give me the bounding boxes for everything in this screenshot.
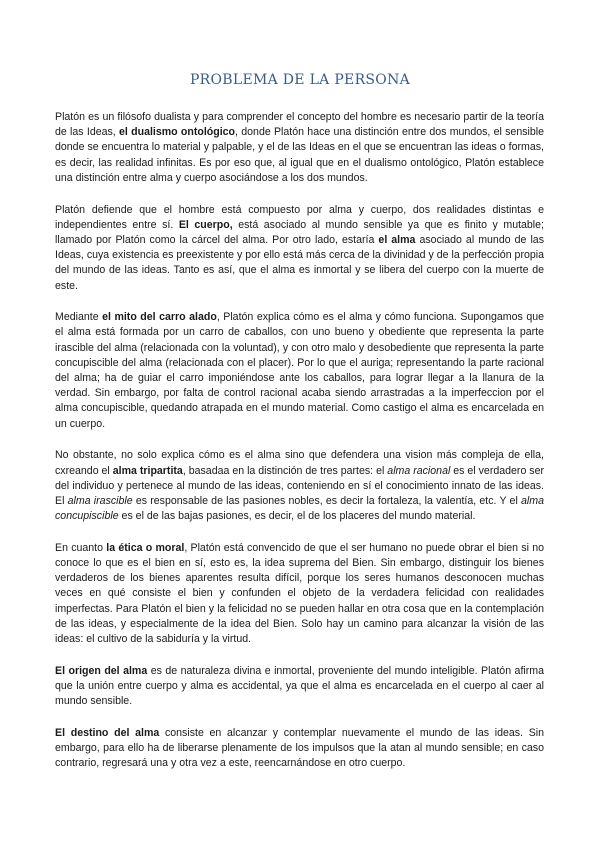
page-title: PROBLEMA DE LA PERSONA (189, 72, 411, 88)
text-span: No obstante, no solo explica cómo es el alma sino que defendera una vision más compleja de ella, cxreando el (55, 449, 544, 477)
text-span: En cuanto (55, 541, 107, 554)
text-span: Mediante (55, 311, 103, 324)
text-span: , basadaa en la distinción de tres partes: el (182, 464, 388, 477)
text-span: asociado al mundo de las Ideas, cuya existencia es preexistente y por ello está más cerca de la divinidad y de la perfección propia del mundo de las ideas. Tanto es así, que el alma es inmortal y se libera del cuerpo con la muerte de este. (55, 233, 544, 292)
paragraph-origen (55, 664, 544, 710)
document-body (55, 110, 544, 788)
text-span: es de naturaleza divina e inmortal, proveniente del mundo inteligible. Platón afirma que la unión entre cuerpo y alma es accidental, ya que el alma es encarcelada en el cuerpo al caer al mundo sensible. (55, 664, 544, 708)
paragraph-destino (55, 726, 544, 772)
bold-term-alma: el alma (378, 233, 416, 246)
paragraph-carro-alado (55, 310, 544, 432)
text-span: es responsable de las pasiones nobles, es decir la fortaleza, la valentía, etc. Y el (132, 494, 522, 507)
text-span: , Platón está convencido de que el ser humano no puede obrar el bien si no conoce lo que es el bien en sí, esto es, la idea suprema del Bien. Sin embargo, distinguir los bienes verdaderos de los bienes aparentes resulta difícil, porque los seres humanos desconocen muchas veces en qué consiste el bien y confunden el objeto de la verdadera felicidad con realidades imperfectas. Para Platón el bien y la felicidad no se pueden hallar en otra cosa que en la contemplación de las ideas, y especialmente de la idea del Bien. Solo hay un camino para alcanzar la visión de las ideas: el cultivo de la sabiduría y la virtud. (55, 541, 544, 646)
text-span: Platón es un filósofo dualista y para comprender el concepto del hombre es necesario partir de la teoría de las Ideas, (55, 111, 544, 139)
text-span: es el de las bajas pasiones, es decir, el de los placeres del mundo material. (118, 510, 476, 523)
bold-term-cuerpo: El cuerpo, (178, 218, 233, 231)
text-span: , Platón explica cómo es el alma y cómo funciona. Supongamos que el alma está formada por un carro de caballos, con uno bueno y obediente que representa la parte irascible del alma (relacionada con la voluntad), y con otro malo y desobediente que representa la parte concupiscible del alma (relacionada con el placer). Por lo que el auriga; representando la parte racional del alma; ha de guiar el carro imponiéndose ante los caballos, para lograr llegar a la llanura de la verdad. Sin embargo, por falta de control racional acaba siendo arrastradas a la imperfeccion por el alma concupiscible, quedando atrapada en el mundo material. Como castigo el alma es encarcelada en un cuerpo. (55, 311, 544, 430)
italic-term-alma-concupiscible: alma concupiscible (55, 494, 544, 523)
bold-term-dualismo: el dualismo ontológico (119, 126, 236, 139)
text-span: consiste en alcanzar y contemplar nuevamente el mundo de las ideas. Sin embargo, para ello ha de liberarse plenamente de los impulsos que la atan al mundo sensible; en caso contrario, regresará una y otra vez a este, reencarnándose en otro cuerpo. (55, 726, 545, 770)
paragraph-etica (55, 541, 544, 647)
bold-term-carro-alado: el mito del carro alado (102, 311, 217, 324)
bold-term-etica: la ética o moral (106, 541, 185, 554)
bold-term-alma-tripartita: alma tripartita (112, 464, 183, 477)
italic-term-alma-irascible: alma irascible (67, 494, 133, 507)
bold-term-destino: El destino del alma (55, 726, 160, 739)
bold-term-origen: El origen del alma (55, 664, 148, 677)
text-span: Platón defiende que el hombre está compuesto por alma y cuerpo, dos realidades distintas e independientes entre sí. (55, 203, 544, 231)
text-span: está asociado al mundo sensible ya que es finito y mutable; llamado por Platón como la cárcel del alma. Por otro lado, estaría (55, 218, 544, 246)
text-span: es el verdadero ser del individuo y pertenece al mundo de las ideas, conteniendo en sí el conocimiento innato de las ideas. El (55, 464, 545, 507)
paragraph-alma-cuerpo (55, 203, 544, 294)
paragraph-alma-tripartita (55, 448, 544, 524)
italic-term-alma-racional: alma racional (387, 464, 451, 477)
paragraph-dualismo (55, 110, 544, 186)
text-span: , donde Platón hace una distinción entre dos mundos, el sensible donde se encuentra lo material y palpable, y el de las Ideas en el que se encuentran las ideas o formas, es decir, las realidad infinitas. Es por eso que, al igual que en el dualismo ontológico, Platón establece una distinción entre alma y cuerpo asociándose a los dos mundos. (55, 126, 545, 184)
